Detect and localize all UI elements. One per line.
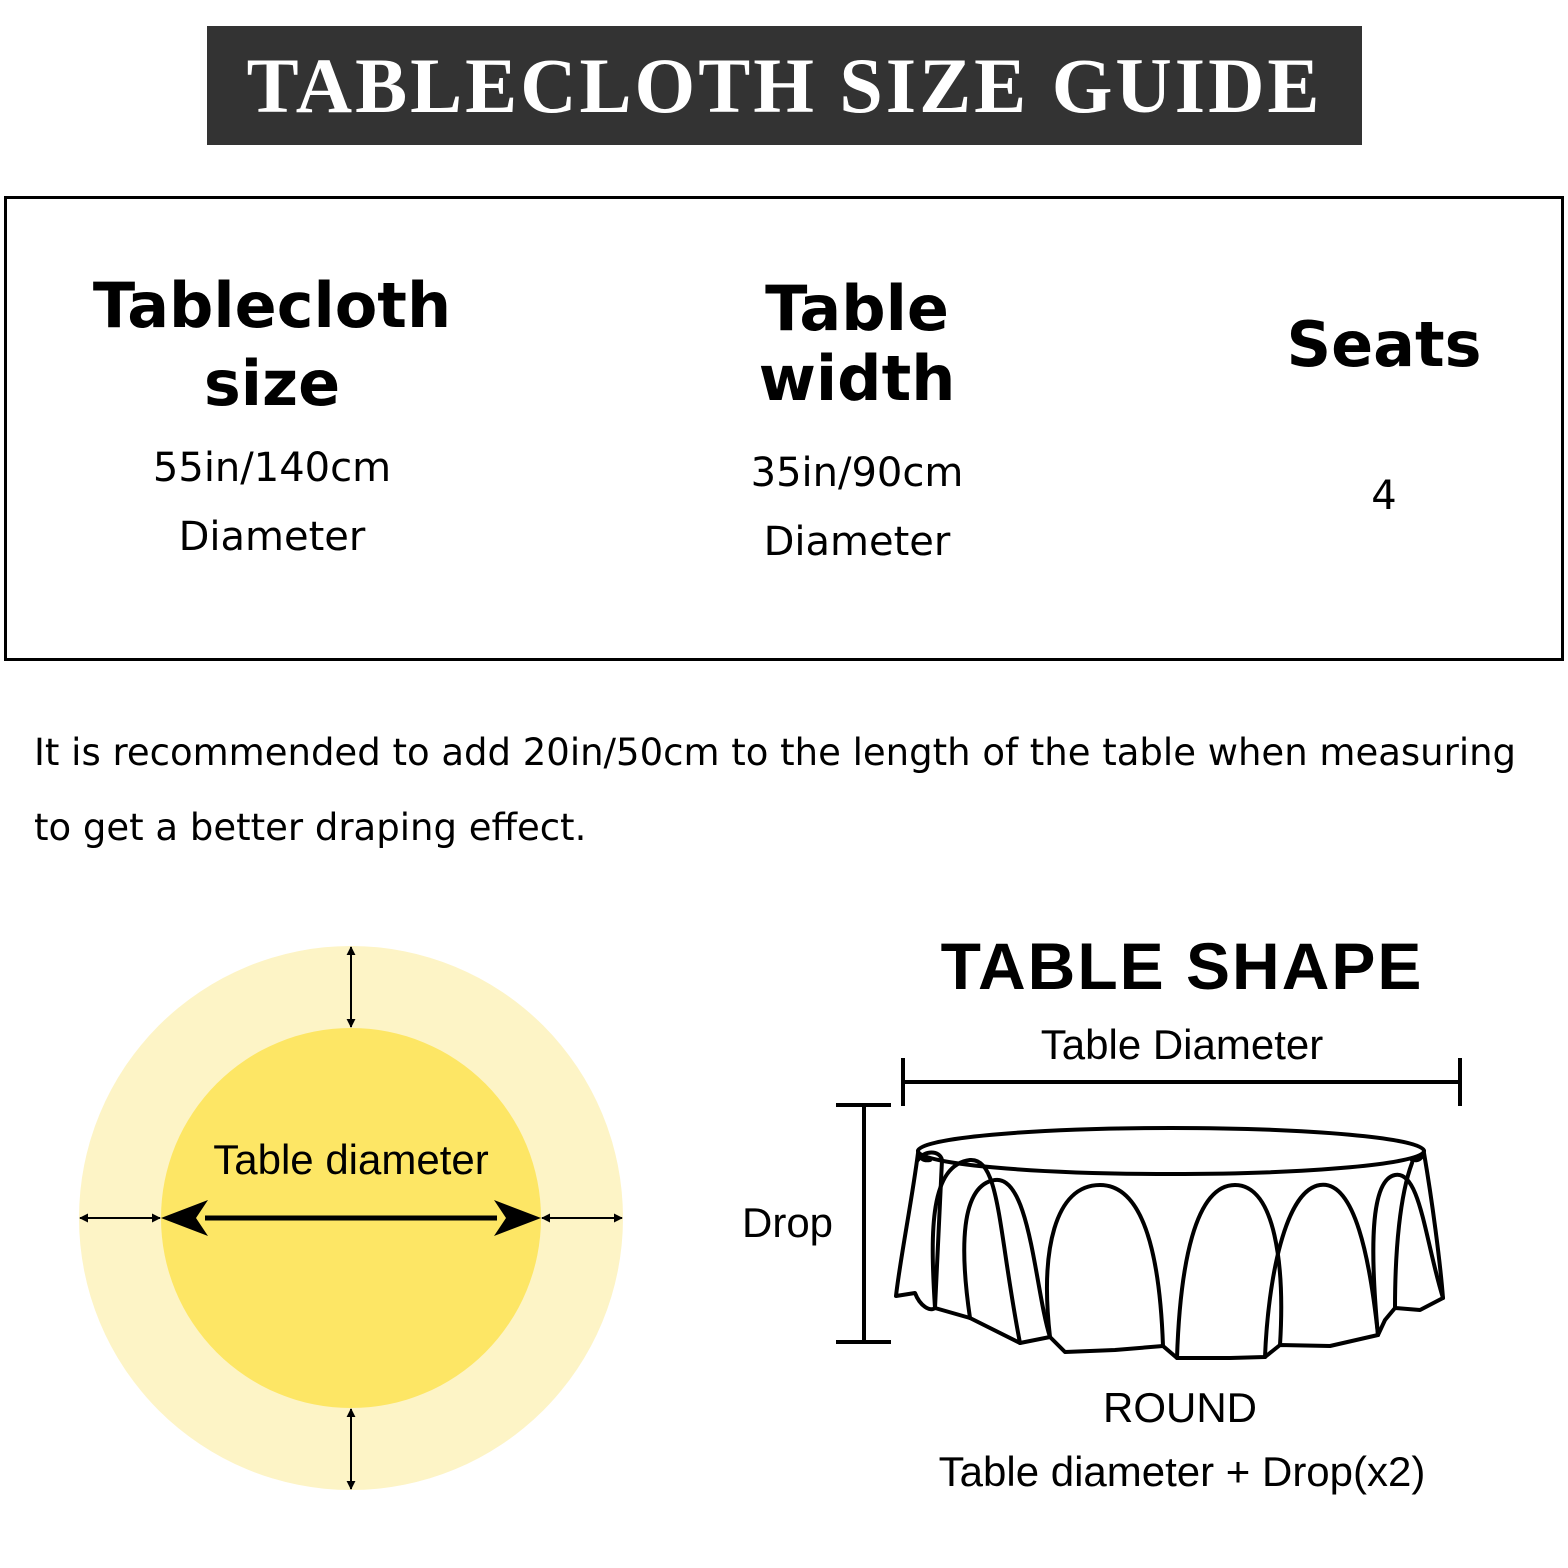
table-width-header-line-1: Table: [765, 272, 949, 345]
table-diameter-caption: Table Diameter: [1040, 1021, 1324, 1068]
seats-header: Seats: [1286, 308, 1482, 381]
tablecloth-size-header-line-2: size: [203, 347, 341, 420]
page-title: TABLECLOTH SIZE GUIDE: [246, 41, 1323, 129]
seats-value: 4: [1371, 473, 1397, 519]
tablecloth-size-value: 55in/140cm: [152, 445, 392, 491]
note-line-1: It is recommended to add 20in/50cm to the length of the table when measuring: [34, 731, 1517, 774]
tablecloth-size-shape: Diameter: [178, 514, 366, 560]
table-width-value: 35in/90cm: [750, 450, 964, 496]
size-formula: Table diameter + Drop(x2): [938, 1448, 1426, 1495]
drop-dimension-line: [836, 1105, 891, 1342]
drop-label: Drop: [742, 1199, 834, 1246]
tablecloth-size-header-line-1: Tablecloth: [92, 269, 452, 342]
round-tablecloth-illustration: [896, 1128, 1443, 1358]
shape-name: ROUND: [1103, 1384, 1257, 1431]
note-line-2: to get a better draping effect.: [34, 806, 587, 849]
table-shape-heading: TABLE SHAPE: [940, 929, 1424, 1003]
table-width-header-line-2: width: [758, 342, 956, 415]
table-width-shape: Diameter: [763, 519, 951, 565]
table-shape-diagram: [742, 929, 1460, 1495]
circle-diagram: [79, 946, 623, 1490]
table-diameter-label: Table diameter: [213, 1136, 489, 1183]
